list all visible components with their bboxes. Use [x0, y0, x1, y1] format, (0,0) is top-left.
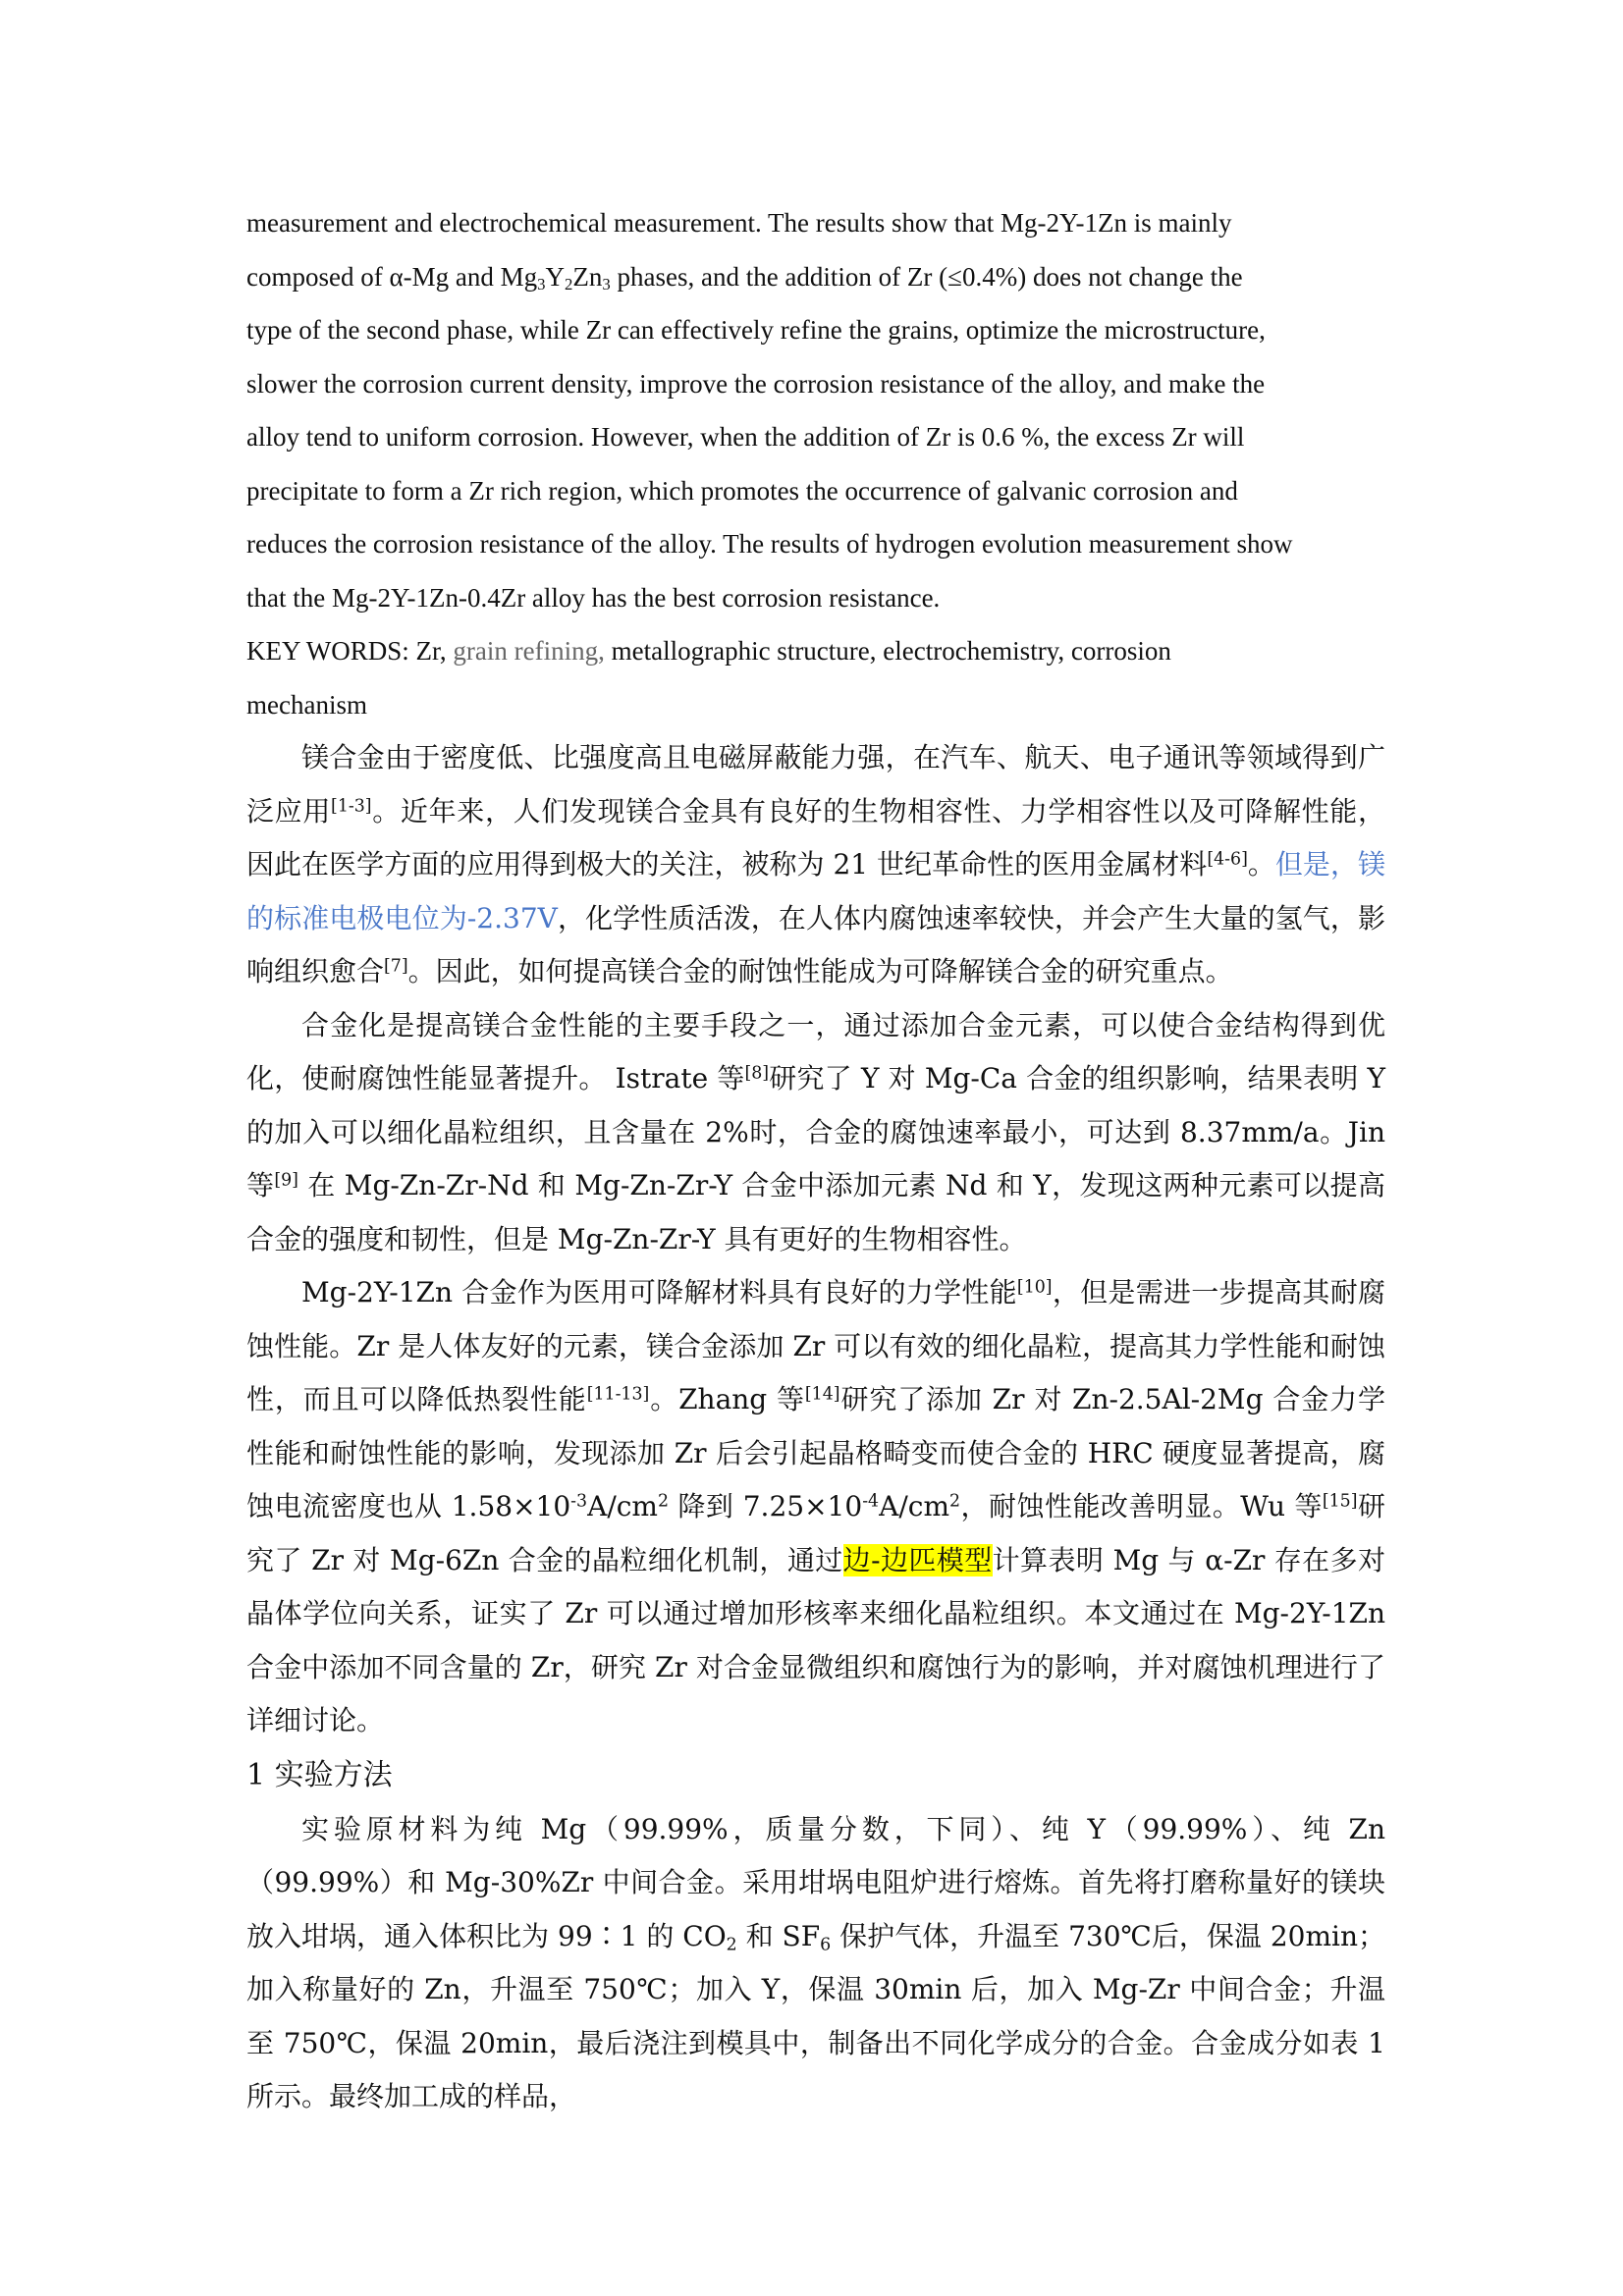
abstract-line: measurement and electrochemical measurement. The results show that Mg-2Y-1Zn is mainly — [246, 208, 1232, 238]
abstract-line: precipitate to form a Zr rich region, which promotes the occurrence of galvanic corrosion and — [246, 475, 1238, 506]
keywords-line: mechanism — [246, 689, 367, 720]
abstract-line: composed of α-Mg and $Mg_3Y_2Zn_3$ phases, and the addition of Zr (≤0.4%) does not change the — [246, 261, 1243, 294]
keywords-line: KEY WORDS: Zr, grain refining, metallographic structure, electrochemistry, corrosion — [246, 636, 1171, 666]
paragraph-methods: 实验原材料为纯 Mg（99.99%，质量分数，下同）、纯 Y（99.99%）、纯 Zn（99.99%）和 Mg-30%Zr 中间合金。采用坩埚电阻炉进行熔炼。首先将打磨称量好的镁块放入坩埚，通入体积比为 99∶1 的 $CO_2$ 和 $SF_6$ 保护气体，升温至 730℃后，保温 20min；加入称量好的 Zn，升温至 750℃；加入 Y，保温 30min 后，加入 Mg-Zr 中间合金；升温至 750℃，保温 20min，最后浇注到模具中，制备出不同化学成分的合金。合金成分如表 1 所示。最终加工成的样品， — [246, 1812, 1385, 2112]
abstract-line: reduces the corrosion resistance of the alloy. The results of hydrogen evolution measurement show — [246, 529, 1293, 559]
abstract-line: slower the corrosion current density, improve the corrosion resistance of the alloy, and make the — [246, 368, 1266, 399]
highlighted-blue-text: 但是，镁的标准电极电位为-2.37V — [246, 848, 1385, 934]
abstract-english — [246, 196, 1385, 624]
yellow-highlight-text: 边-边匹模型 — [842, 1543, 993, 1576]
keywords — [246, 624, 1385, 731]
abstract-line: alloy tend to uniform corrosion. However, when the addition of Zr is 0.6 %, the excess Zr will — [246, 422, 1245, 452]
paragraph-zr: Mg-2Y-1Zn 合金作为医用可降解材料具有良好的力学性能[10]，但是需进一步提高其耐腐蚀性能。Zr 是人体友好的元素，镁合金添加 Zr 可以有效的细化晶粒，提高其力学性能和耐蚀性，而且可以降低热裂性能[11-13]。Zhang 等[14]研究了添加 Zr 对 Zn-2.5Al-2Mg 合金力学性能和耐蚀性能的影响，发现添加 Zr 后会引起晶格畸变而使合金的 HRC 硬度显著提高，腐蚀电流密度也从 $1.58\times 10^{-3}A/cm^2$ 降到 $7.25\times 10^{-4}A/cm^2$，耐蚀性能改善明显。Wu 等[15]研究了 Zr 对 Mg-6Zn 合金的晶粒细化机制，通过边-边匹模型计算表明 Mg 与 α-Zr 存在多对晶体学位向关系，证实了 Zr 可以通过增加形核率来细化晶粒组织。本文通过在 Mg-2Y-1Zn 合金中添加不同含量的 Zr，研究 Zr 对合金显微组织和腐蚀行为的影响，并对腐蚀机理进行了详细讨论。 — [246, 1276, 1385, 1736]
abstract-line: that the Mg-2Y-1Zn-0.4Zr alloy has the best corrosion resistance. — [246, 582, 941, 613]
section-heading: 1 实验方法 — [246, 1757, 393, 1792]
paragraph-alloying: 合金化是提高镁合金性能的主要手段之一，通过添加合金元素，可以使合金结构得到优化，使耐腐蚀性能显著提升。 Istrate 等[8]研究了 Y 对 Mg-Ca 合金的组织影响，结果表明 Y 的加入可以细化晶粒组织，且含量在 2%时，合金的腐蚀速率最小，可达到 8.37mm/a。Jin 等[9] 在 Mg-Zn-Zr-Nd 和 Mg-Zn-Zr-Y 合金中添加元素 Nd 和 Y，发现这两种元素可以提高合金的强度和韧性，但是 Mg-Zn-Zr-Y 具有更好的生物相容性。 — [246, 1008, 1385, 1255]
paragraph-intro: 镁合金由于密度低、比强度高且电磁屏蔽能力强，在汽车、航天、电子通讯等领域得到广泛应用[1-3]。近年来，人们发现镁合金具有良好的生物相容性、力学相容性以及可降解性能，因此在医学方面的应用得到极大的关注，被称为 21 世纪革命性的医用金属材料[4-6]。但是，镁的标准电极电位为-2.37V，化学性质活泼，在人体内腐蚀速率较快，并会产生大量的氢气，影响组织愈合[7]。因此，如何提高镁合金的耐蚀性能成为可降解镁合金的研究重点。 — [246, 741, 1385, 988]
paper-page — [246, 196, 1385, 2124]
abstract-line: type of the second phase, while Zr can effectively refine the grains, optimize the microstructure, — [246, 315, 1266, 345]
